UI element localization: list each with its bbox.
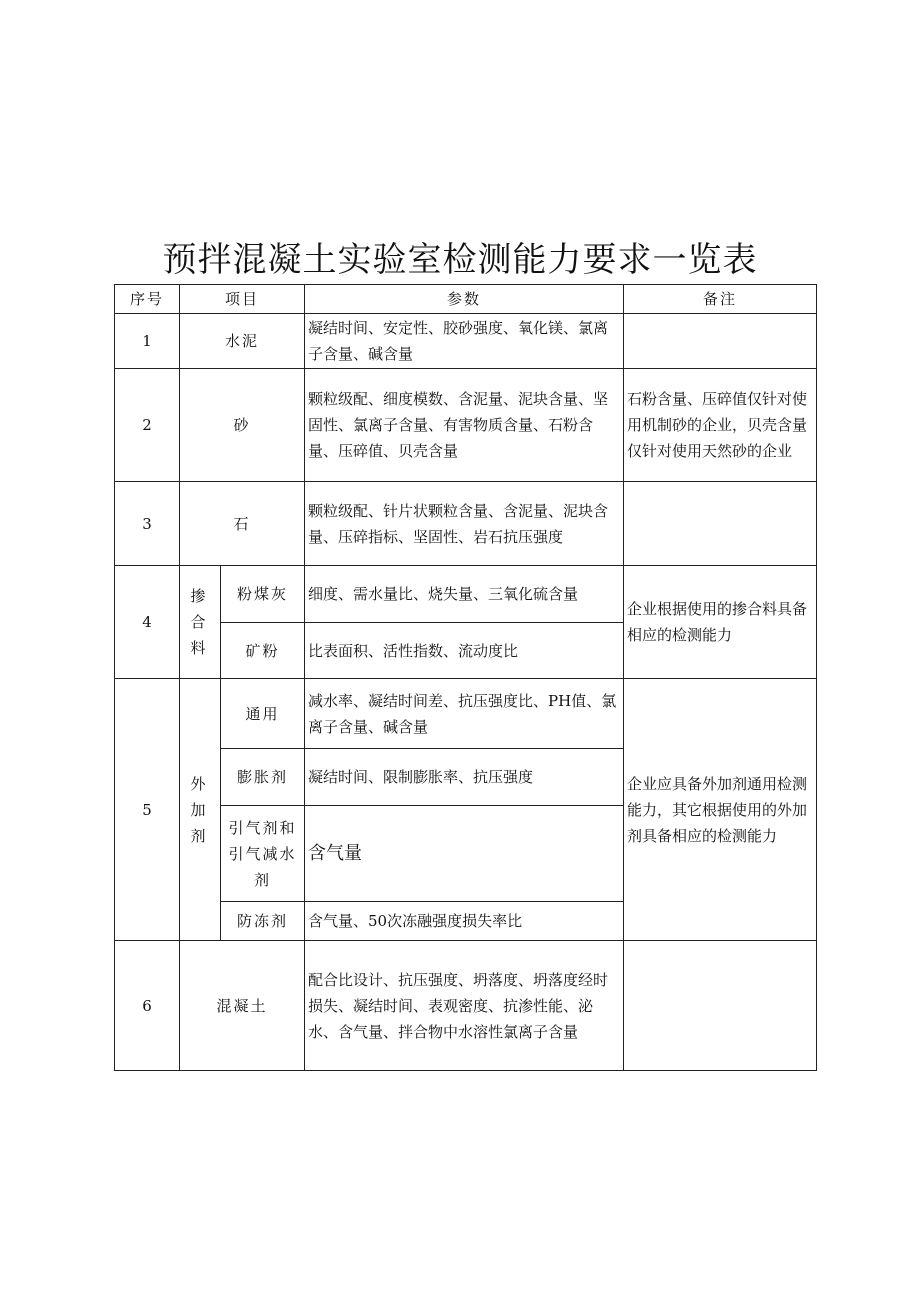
row-no: 1 <box>115 314 180 369</box>
row-params: 配合比设计、抗压强度、坍落度、坍落度经时损失、凝结时间、表观密度、抗渗性能、泌水、含气量、拌合物中水溶性氯离子含量 <box>305 941 624 1071</box>
row-item: 砂 <box>180 369 305 482</box>
row-no: 5 <box>115 679 180 941</box>
row-category: 掺合料 <box>180 566 221 679</box>
row-remark <box>624 482 817 566</box>
row-sub-item: 矿粉 <box>221 623 305 679</box>
row-sub-item: 引气剂和引气减水剂 <box>221 806 305 902</box>
row-no: 4 <box>115 566 180 679</box>
row-no: 2 <box>115 369 180 482</box>
row-remark: 企业应具备外加剂通用检测能力，其它根据使用的外加剂具备相应的检测能力 <box>624 679 817 941</box>
row-params: 凝结时间、限制膨胀率、抗压强度 <box>305 749 624 806</box>
row-params: 含气量 <box>305 806 624 902</box>
table-row <box>115 482 817 566</box>
row-remark: 石粉含量、压碎值仅针对使用机制砂的企业，贝壳含量仅针对使用天然砂的企业 <box>624 369 817 482</box>
row-params: 凝结时间、安定性、胶砂强度、氧化镁、氯离子含量、碱含量 <box>305 314 624 369</box>
table-row <box>115 941 817 1071</box>
header-params: 参数 <box>305 285 624 314</box>
page-title: 预拌混凝土实验室检测能力要求一览表 <box>162 240 758 280</box>
table-row <box>115 314 817 369</box>
row-remark: 企业根据使用的掺合料具备相应的检测能力 <box>624 566 817 679</box>
header-row <box>115 285 817 314</box>
requirements-table <box>114 284 817 1071</box>
header-no: 序号 <box>115 285 180 314</box>
row-no: 6 <box>115 941 180 1071</box>
header-remark: 备注 <box>624 285 817 314</box>
row-sub-item: 膨胀剂 <box>221 749 305 806</box>
table-row <box>115 369 817 482</box>
row-remark <box>624 941 817 1071</box>
row-no: 3 <box>115 482 180 566</box>
row-params: 比表面积、活性指数、流动度比 <box>305 623 624 679</box>
row-params: 含气量、50次冻融强度损失率比 <box>305 902 624 941</box>
row-sub-item: 防冻剂 <box>221 902 305 941</box>
row-params: 减水率、凝结时间差、抗压强度比、PH值、氯离子含量、碱含量 <box>305 679 624 749</box>
table-row <box>115 566 817 623</box>
row-params: 颗粒级配、细度模数、含泥量、泥块含量、坚固性、氯离子含量、有害物质含量、石粉含量、压碎值、贝壳含量 <box>305 369 624 482</box>
row-remark <box>624 314 817 369</box>
row-params: 细度、需水量比、烧失量、三氧化硫含量 <box>305 566 624 623</box>
row-item: 水泥 <box>180 314 305 369</box>
table-row <box>115 679 817 749</box>
row-category: 外加剂 <box>180 679 221 941</box>
row-params: 颗粒级配、针片状颗粒含量、含泥量、泥块含量、压碎指标、坚固性、岩石抗压强度 <box>305 482 624 566</box>
row-item: 混凝土 <box>180 941 305 1071</box>
header-item: 项目 <box>180 285 305 314</box>
row-item: 石 <box>180 482 305 566</box>
row-sub-item: 粉煤灰 <box>221 566 305 623</box>
row-sub-item: 通用 <box>221 679 305 749</box>
